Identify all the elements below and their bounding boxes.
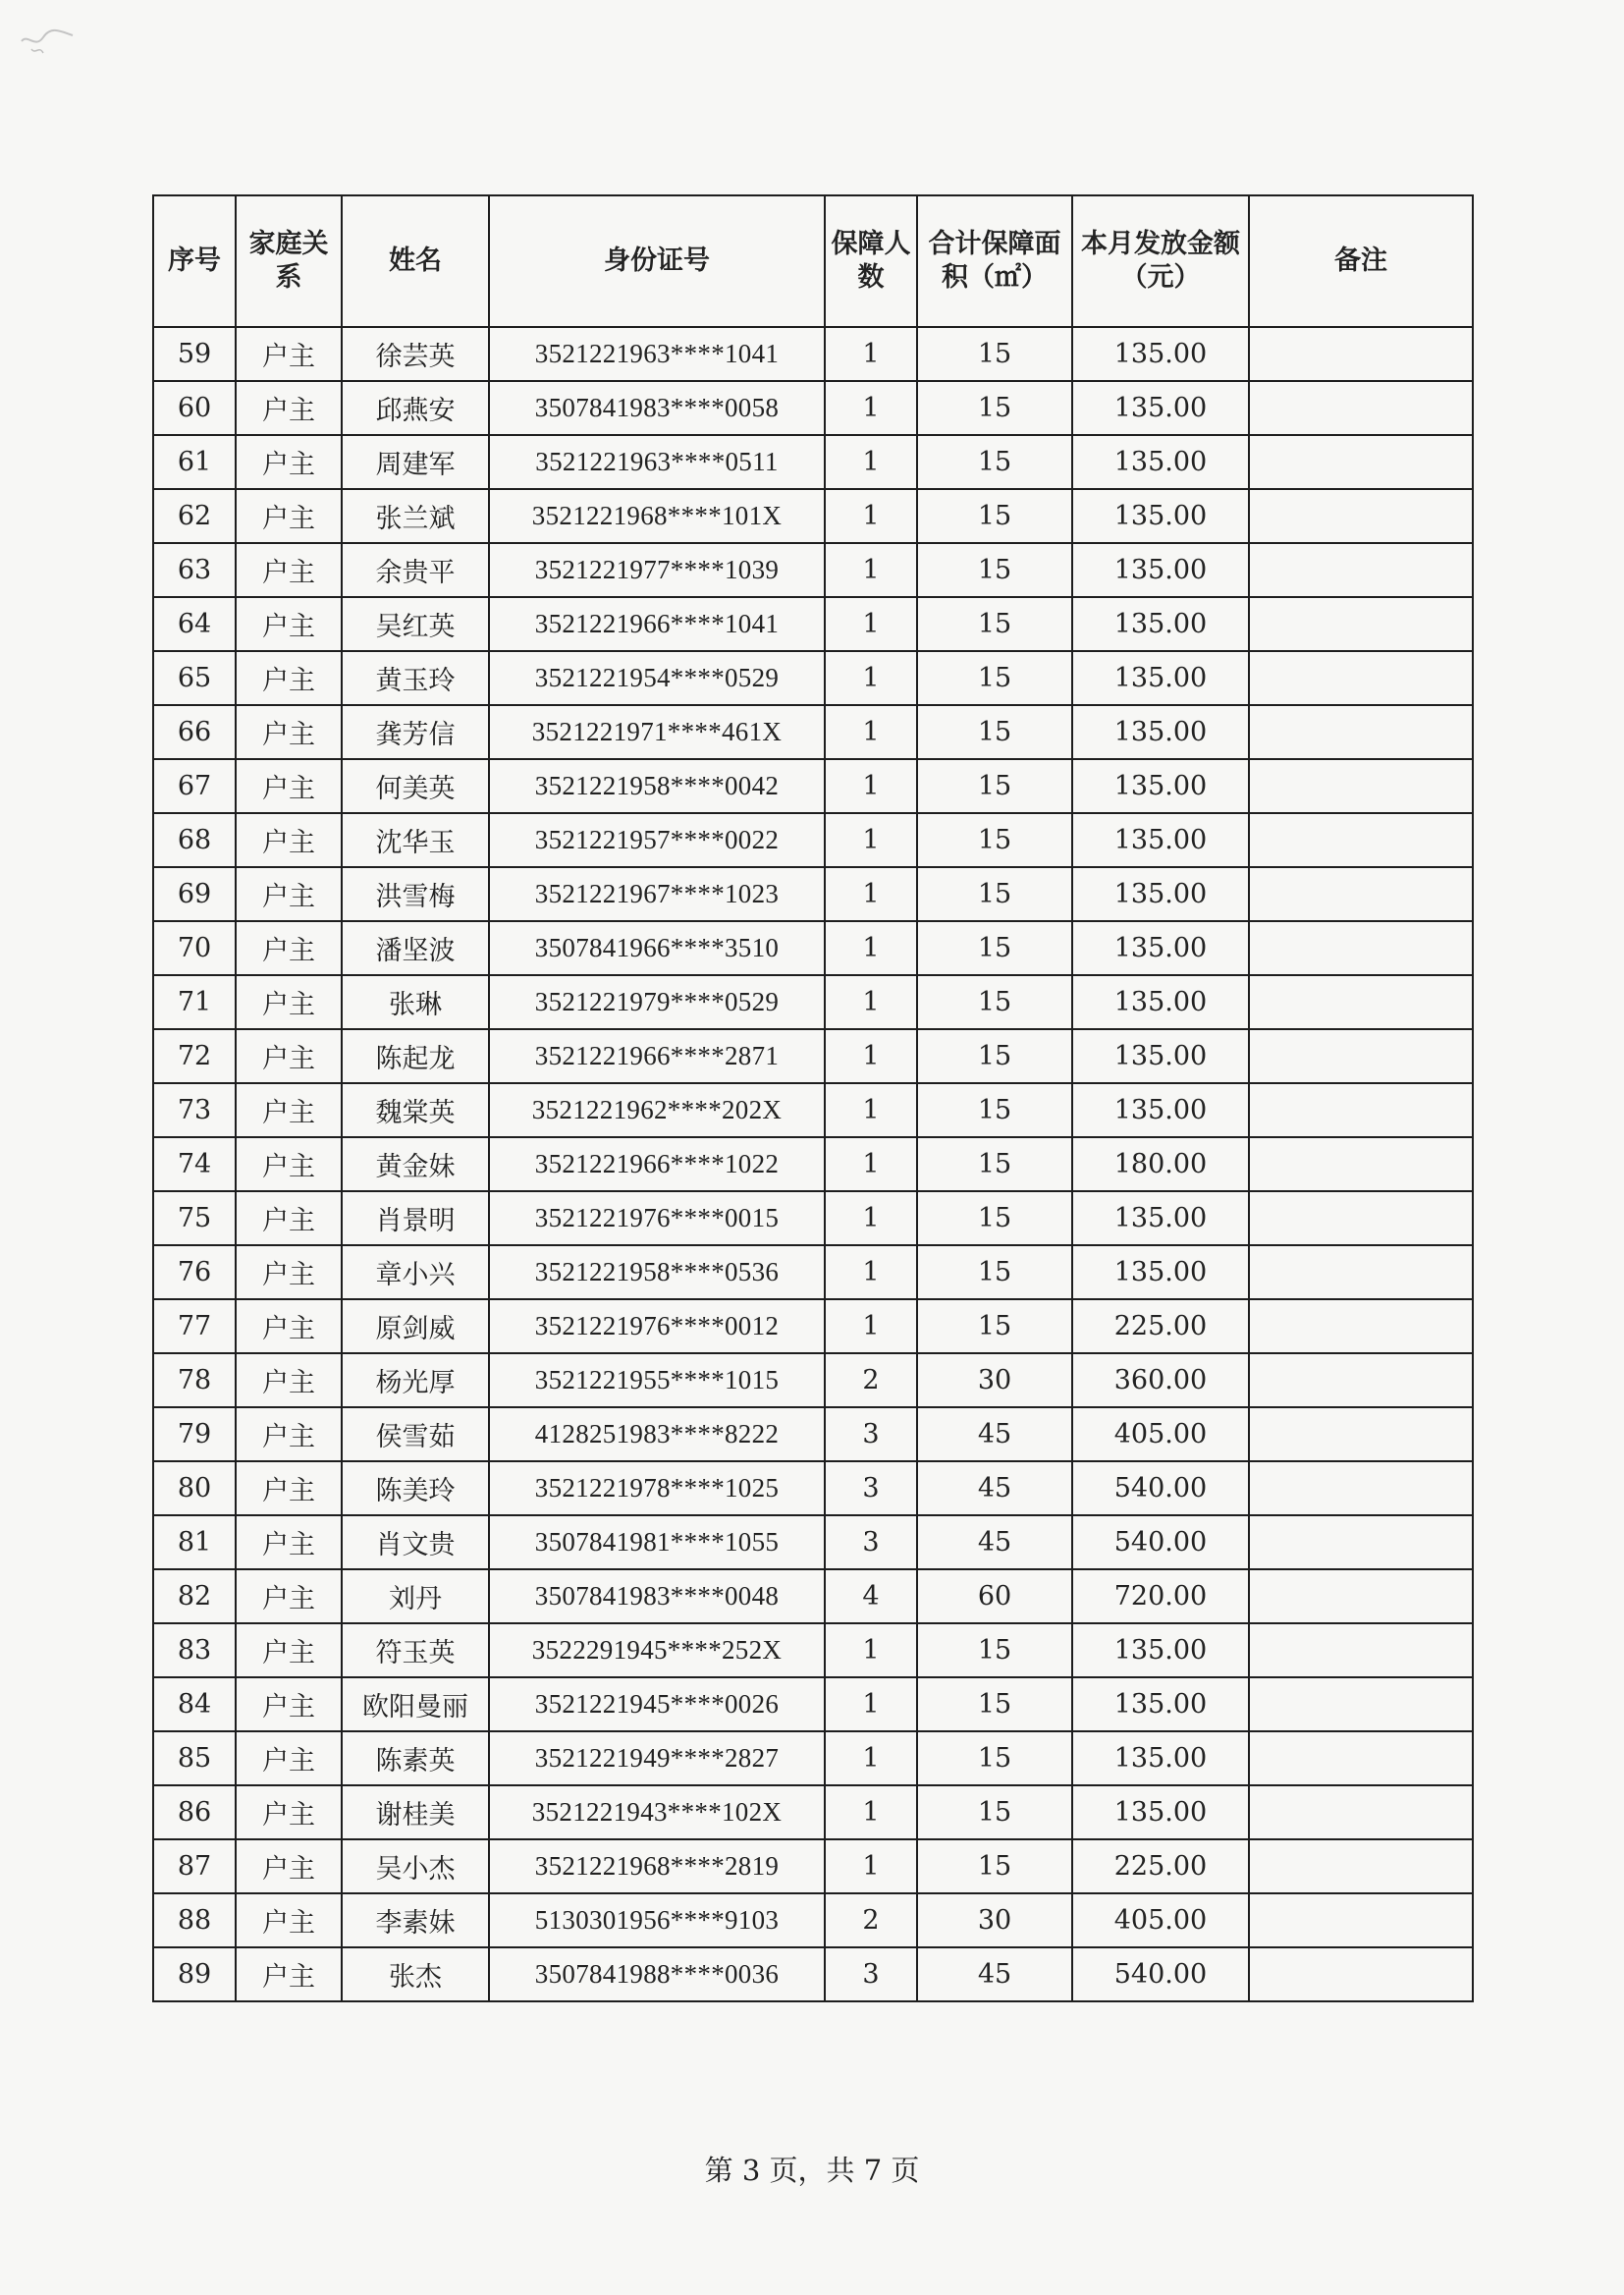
cell-id-number: 3521221957****0022 <box>489 813 825 867</box>
cell-persons: 2 <box>825 1893 917 1947</box>
table-row <box>153 921 1473 975</box>
cell-remark <box>1249 1839 1473 1893</box>
cell-amount: 135.00 <box>1072 597 1249 651</box>
cell-name: 潘坚波 <box>342 921 489 975</box>
cell-name: 陈起龙 <box>342 1029 489 1083</box>
cell-remark <box>1249 1623 1473 1677</box>
cell-remark <box>1249 975 1473 1029</box>
cell-id-number: 3521221954****0529 <box>489 651 825 705</box>
table-row <box>153 1677 1473 1731</box>
cell-remark <box>1249 1515 1473 1569</box>
cell-amount: 135.00 <box>1072 1785 1249 1839</box>
cell-remark <box>1249 1785 1473 1839</box>
table-row <box>153 1515 1473 1569</box>
cell-remark <box>1249 1245 1473 1299</box>
cell-persons: 3 <box>825 1407 917 1461</box>
cell-name: 陈素英 <box>342 1731 489 1785</box>
cell-relation: 户主 <box>236 597 342 651</box>
cell-amount: 135.00 <box>1072 867 1249 921</box>
cell-seq: 61 <box>153 435 236 489</box>
cell-remark <box>1249 327 1473 381</box>
cell-name: 魏棠英 <box>342 1083 489 1137</box>
cell-area: 15 <box>917 813 1072 867</box>
cell-seq: 77 <box>153 1299 236 1353</box>
cell-persons: 1 <box>825 597 917 651</box>
cell-name: 张杰 <box>342 1947 489 2001</box>
table-row <box>153 489 1473 543</box>
cell-id-number: 3521221966****1041 <box>489 597 825 651</box>
cell-name: 符玉英 <box>342 1623 489 1677</box>
cell-area: 15 <box>917 1083 1072 1137</box>
cell-relation: 户主 <box>236 381 342 435</box>
table-row <box>153 1785 1473 1839</box>
cell-name: 黄金妹 <box>342 1137 489 1191</box>
cell-amount: 405.00 <box>1072 1407 1249 1461</box>
cell-amount: 135.00 <box>1072 1677 1249 1731</box>
cell-amount: 135.00 <box>1072 381 1249 435</box>
table-row <box>153 1299 1473 1353</box>
cell-seq: 88 <box>153 1893 236 1947</box>
cell-id-number: 5130301956****9103 <box>489 1893 825 1947</box>
cell-area: 15 <box>917 1245 1072 1299</box>
cell-amount: 135.00 <box>1072 1731 1249 1785</box>
cell-id-number: 3521221976****0012 <box>489 1299 825 1353</box>
cell-id-number: 3521221958****0042 <box>489 759 825 813</box>
cell-area: 15 <box>917 1677 1072 1731</box>
cell-seq: 79 <box>153 1407 236 1461</box>
cell-amount: 225.00 <box>1072 1299 1249 1353</box>
cell-seq: 78 <box>153 1353 236 1407</box>
cell-id-number: 3521221955****1015 <box>489 1353 825 1407</box>
cell-name: 吴小杰 <box>342 1839 489 1893</box>
cell-seq: 65 <box>153 651 236 705</box>
cell-area: 15 <box>917 489 1072 543</box>
cell-amount: 540.00 <box>1072 1947 1249 2001</box>
cell-relation: 户主 <box>236 1785 342 1839</box>
header-id-number: 身份证号 <box>489 195 825 327</box>
cell-id-number: 3521221945****0026 <box>489 1677 825 1731</box>
cell-name: 侯雪茹 <box>342 1407 489 1461</box>
cell-remark <box>1249 1893 1473 1947</box>
cell-persons: 1 <box>825 975 917 1029</box>
table-row <box>153 435 1473 489</box>
cell-persons: 1 <box>825 867 917 921</box>
table-row <box>153 705 1473 759</box>
cell-id-number: 4128251983****8222 <box>489 1407 825 1461</box>
cell-persons: 1 <box>825 1839 917 1893</box>
cell-relation: 户主 <box>236 1353 342 1407</box>
cell-amount: 135.00 <box>1072 489 1249 543</box>
cell-id-number: 3507841966****3510 <box>489 921 825 975</box>
cell-area: 45 <box>917 1947 1072 2001</box>
cell-persons: 3 <box>825 1515 917 1569</box>
cell-seq: 85 <box>153 1731 236 1785</box>
table-row <box>153 867 1473 921</box>
cell-seq: 60 <box>153 381 236 435</box>
subsidy-roster-table <box>152 194 1474 2002</box>
cell-amount: 135.00 <box>1072 921 1249 975</box>
cell-area: 15 <box>917 1137 1072 1191</box>
cell-remark <box>1249 1029 1473 1083</box>
header-persons: 保障人数 <box>825 195 917 327</box>
cell-amount: 135.00 <box>1072 1083 1249 1137</box>
cell-remark <box>1249 435 1473 489</box>
cell-remark <box>1249 1191 1473 1245</box>
header-amount: 本月发放金额（元） <box>1072 195 1249 327</box>
cell-area: 15 <box>917 543 1072 597</box>
cell-seq: 84 <box>153 1677 236 1731</box>
cell-id-number: 3521221968****101X <box>489 489 825 543</box>
table-row <box>153 1245 1473 1299</box>
cell-relation: 户主 <box>236 1029 342 1083</box>
cell-amount: 405.00 <box>1072 1893 1249 1947</box>
table-row <box>153 759 1473 813</box>
cell-id-number: 3521221949****2827 <box>489 1731 825 1785</box>
cell-amount: 540.00 <box>1072 1515 1249 1569</box>
cell-area: 45 <box>917 1461 1072 1515</box>
cell-relation: 户主 <box>236 1893 342 1947</box>
cell-relation: 户主 <box>236 543 342 597</box>
table-row <box>153 1461 1473 1515</box>
header-name: 姓名 <box>342 195 489 327</box>
cell-id-number: 3521221962****202X <box>489 1083 825 1137</box>
header-remark: 备注 <box>1249 195 1473 327</box>
header-area: 合计保障面积（㎡） <box>917 195 1072 327</box>
cell-area: 30 <box>917 1353 1072 1407</box>
table-row <box>153 1137 1473 1191</box>
cell-seq: 74 <box>153 1137 236 1191</box>
page-number: 第 3 页，共 7 页 <box>704 2154 920 2187</box>
cell-relation: 户主 <box>236 1515 342 1569</box>
cell-area: 15 <box>917 705 1072 759</box>
cell-relation: 户主 <box>236 1299 342 1353</box>
cell-name: 龚芳信 <box>342 705 489 759</box>
table-header <box>153 195 1473 327</box>
cell-name: 刘丹 <box>342 1569 489 1623</box>
cell-name: 周建军 <box>342 435 489 489</box>
cell-remark <box>1249 1731 1473 1785</box>
cell-name: 吴红英 <box>342 597 489 651</box>
cell-remark <box>1249 1569 1473 1623</box>
cell-seq: 59 <box>153 327 236 381</box>
cell-remark <box>1249 1137 1473 1191</box>
cell-area: 15 <box>917 381 1072 435</box>
cell-id-number: 3521221976****0015 <box>489 1191 825 1245</box>
table-row <box>153 813 1473 867</box>
cell-relation: 户主 <box>236 867 342 921</box>
cell-name: 邱燕安 <box>342 381 489 435</box>
cell-persons: 1 <box>825 1731 917 1785</box>
cell-relation: 户主 <box>236 1731 342 1785</box>
table-row <box>153 543 1473 597</box>
cell-seq: 66 <box>153 705 236 759</box>
cell-name: 肖文贵 <box>342 1515 489 1569</box>
table-row <box>153 975 1473 1029</box>
cell-id-number: 3522291945****252X <box>489 1623 825 1677</box>
table-row <box>153 381 1473 435</box>
cell-name: 陈美玲 <box>342 1461 489 1515</box>
cell-name: 原剑威 <box>342 1299 489 1353</box>
cell-relation: 户主 <box>236 1569 342 1623</box>
cell-seq: 62 <box>153 489 236 543</box>
table-row <box>153 1947 1473 2001</box>
cell-remark <box>1249 867 1473 921</box>
cell-relation: 户主 <box>236 1677 342 1731</box>
cell-name: 欧阳曼丽 <box>342 1677 489 1731</box>
table-row <box>153 1569 1473 1623</box>
cell-relation: 户主 <box>236 813 342 867</box>
cell-seq: 75 <box>153 1191 236 1245</box>
cell-persons: 1 <box>825 1191 917 1245</box>
cell-area: 15 <box>917 651 1072 705</box>
cell-area: 45 <box>917 1515 1072 1569</box>
cell-relation: 户主 <box>236 759 342 813</box>
table-row <box>153 597 1473 651</box>
cell-seq: 63 <box>153 543 236 597</box>
cell-name: 张琳 <box>342 975 489 1029</box>
cell-remark <box>1249 1353 1473 1407</box>
cell-persons: 1 <box>825 1623 917 1677</box>
cell-amount: 135.00 <box>1072 1245 1249 1299</box>
cell-area: 45 <box>917 1407 1072 1461</box>
cell-amount: 135.00 <box>1072 435 1249 489</box>
cell-remark <box>1249 651 1473 705</box>
cell-area: 15 <box>917 1299 1072 1353</box>
header-relation: 家庭关系 <box>236 195 342 327</box>
cell-relation: 户主 <box>236 1947 342 2001</box>
page-footer <box>0 2149 1624 2189</box>
cell-amount: 135.00 <box>1072 1191 1249 1245</box>
cell-seq: 86 <box>153 1785 236 1839</box>
cell-amount: 135.00 <box>1072 759 1249 813</box>
cell-area: 15 <box>917 921 1072 975</box>
cell-area: 15 <box>917 1623 1072 1677</box>
table-row <box>153 651 1473 705</box>
cell-amount: 135.00 <box>1072 705 1249 759</box>
cell-id-number: 3521221966****2871 <box>489 1029 825 1083</box>
cell-seq: 80 <box>153 1461 236 1515</box>
cell-name: 张兰斌 <box>342 489 489 543</box>
cell-id-number: 3521221971****461X <box>489 705 825 759</box>
cell-id-number: 3507841983****0048 <box>489 1569 825 1623</box>
cell-area: 30 <box>917 1893 1072 1947</box>
cell-area: 60 <box>917 1569 1072 1623</box>
cell-name: 徐芸英 <box>342 327 489 381</box>
cell-remark <box>1249 1677 1473 1731</box>
cell-amount: 720.00 <box>1072 1569 1249 1623</box>
cell-name: 章小兴 <box>342 1245 489 1299</box>
cell-amount: 135.00 <box>1072 543 1249 597</box>
cell-seq: 81 <box>153 1515 236 1569</box>
cell-amount: 135.00 <box>1072 651 1249 705</box>
cell-area: 15 <box>917 1191 1072 1245</box>
cell-id-number: 3507841988****0036 <box>489 1947 825 2001</box>
cell-seq: 83 <box>153 1623 236 1677</box>
cell-remark <box>1249 489 1473 543</box>
cell-seq: 71 <box>153 975 236 1029</box>
cell-remark <box>1249 543 1473 597</box>
cell-area: 15 <box>917 1839 1072 1893</box>
cell-relation: 户主 <box>236 1407 342 1461</box>
cell-persons: 1 <box>825 489 917 543</box>
cell-persons: 1 <box>825 1137 917 1191</box>
cell-seq: 64 <box>153 597 236 651</box>
cell-id-number: 3521221967****1023 <box>489 867 825 921</box>
table-row <box>153 1191 1473 1245</box>
cell-remark <box>1249 1461 1473 1515</box>
cell-id-number: 3521221968****2819 <box>489 1839 825 1893</box>
cell-persons: 1 <box>825 1299 917 1353</box>
cell-area: 15 <box>917 1029 1072 1083</box>
cell-relation: 户主 <box>236 327 342 381</box>
cell-name: 肖景明 <box>342 1191 489 1245</box>
cell-amount: 180.00 <box>1072 1137 1249 1191</box>
cell-remark <box>1249 381 1473 435</box>
table-row <box>153 1353 1473 1407</box>
cell-remark <box>1249 1299 1473 1353</box>
table-row <box>153 1623 1473 1677</box>
cell-persons: 1 <box>825 921 917 975</box>
cell-area: 15 <box>917 1785 1072 1839</box>
cell-remark <box>1249 759 1473 813</box>
cell-name: 洪雪梅 <box>342 867 489 921</box>
cell-seq: 68 <box>153 813 236 867</box>
cell-area: 15 <box>917 435 1072 489</box>
cell-seq: 82 <box>153 1569 236 1623</box>
cell-id-number: 3521221966****1022 <box>489 1137 825 1191</box>
cell-relation: 户主 <box>236 975 342 1029</box>
cell-persons: 1 <box>825 651 917 705</box>
cell-remark <box>1249 1407 1473 1461</box>
cell-persons: 1 <box>825 813 917 867</box>
cell-seq: 73 <box>153 1083 236 1137</box>
cell-relation: 户主 <box>236 435 342 489</box>
header-row <box>153 195 1473 327</box>
cell-id-number: 3507841981****1055 <box>489 1515 825 1569</box>
cell-name: 李素妹 <box>342 1893 489 1947</box>
cell-relation: 户主 <box>236 921 342 975</box>
cell-persons: 1 <box>825 1029 917 1083</box>
cell-persons: 3 <box>825 1947 917 2001</box>
cell-relation: 户主 <box>236 1461 342 1515</box>
cell-remark <box>1249 1947 1473 2001</box>
table-row <box>153 1893 1473 1947</box>
cell-remark <box>1249 921 1473 975</box>
table-body <box>153 327 1473 2001</box>
cell-amount: 135.00 <box>1072 975 1249 1029</box>
scan-smudge-mark <box>14 20 82 59</box>
cell-relation: 户主 <box>236 705 342 759</box>
cell-remark <box>1249 1083 1473 1137</box>
table-row <box>153 1029 1473 1083</box>
cell-remark <box>1249 597 1473 651</box>
cell-persons: 1 <box>825 381 917 435</box>
cell-remark <box>1249 705 1473 759</box>
cell-name: 沈华玉 <box>342 813 489 867</box>
cell-area: 15 <box>917 975 1072 1029</box>
cell-persons: 1 <box>825 1677 917 1731</box>
cell-remark <box>1249 813 1473 867</box>
table-row <box>153 1731 1473 1785</box>
cell-seq: 89 <box>153 1947 236 2001</box>
cell-relation: 户主 <box>236 651 342 705</box>
table-row <box>153 1407 1473 1461</box>
cell-persons: 2 <box>825 1353 917 1407</box>
cell-relation: 户主 <box>236 1245 342 1299</box>
cell-id-number: 3521221943****102X <box>489 1785 825 1839</box>
cell-id-number: 3521221979****0529 <box>489 975 825 1029</box>
cell-id-number: 3521221958****0536 <box>489 1245 825 1299</box>
cell-persons: 1 <box>825 1785 917 1839</box>
cell-persons: 3 <box>825 1461 917 1515</box>
cell-seq: 69 <box>153 867 236 921</box>
cell-name: 杨光厚 <box>342 1353 489 1407</box>
cell-id-number: 3521221977****1039 <box>489 543 825 597</box>
cell-amount: 360.00 <box>1072 1353 1249 1407</box>
cell-amount: 135.00 <box>1072 327 1249 381</box>
cell-persons: 1 <box>825 1245 917 1299</box>
cell-relation: 户主 <box>236 489 342 543</box>
cell-seq: 76 <box>153 1245 236 1299</box>
cell-id-number: 3507841983****0058 <box>489 381 825 435</box>
cell-seq: 67 <box>153 759 236 813</box>
cell-amount: 540.00 <box>1072 1461 1249 1515</box>
cell-persons: 1 <box>825 543 917 597</box>
cell-id-number: 3521221963****0511 <box>489 435 825 489</box>
cell-relation: 户主 <box>236 1839 342 1893</box>
cell-relation: 户主 <box>236 1083 342 1137</box>
cell-name: 谢桂美 <box>342 1785 489 1839</box>
table-row <box>153 327 1473 381</box>
cell-area: 15 <box>917 597 1072 651</box>
cell-area: 15 <box>917 867 1072 921</box>
cell-area: 15 <box>917 327 1072 381</box>
cell-persons: 1 <box>825 759 917 813</box>
cell-seq: 72 <box>153 1029 236 1083</box>
cell-persons: 1 <box>825 1083 917 1137</box>
cell-id-number: 3521221963****1041 <box>489 327 825 381</box>
cell-area: 15 <box>917 759 1072 813</box>
cell-id-number: 3521221978****1025 <box>489 1461 825 1515</box>
cell-name: 余贵平 <box>342 543 489 597</box>
cell-relation: 户主 <box>236 1191 342 1245</box>
cell-seq: 70 <box>153 921 236 975</box>
cell-area: 15 <box>917 1731 1072 1785</box>
cell-relation: 户主 <box>236 1623 342 1677</box>
table-row <box>153 1083 1473 1137</box>
cell-persons: 4 <box>825 1569 917 1623</box>
cell-persons: 1 <box>825 327 917 381</box>
cell-persons: 1 <box>825 705 917 759</box>
cell-name: 黄玉玲 <box>342 651 489 705</box>
cell-amount: 135.00 <box>1072 1623 1249 1677</box>
cell-amount: 135.00 <box>1072 813 1249 867</box>
cell-amount: 135.00 <box>1072 1029 1249 1083</box>
table-row <box>153 1839 1473 1893</box>
cell-persons: 1 <box>825 435 917 489</box>
cell-name: 何美英 <box>342 759 489 813</box>
cell-relation: 户主 <box>236 1137 342 1191</box>
header-seq: 序号 <box>153 195 236 327</box>
cell-seq: 87 <box>153 1839 236 1893</box>
cell-amount: 225.00 <box>1072 1839 1249 1893</box>
